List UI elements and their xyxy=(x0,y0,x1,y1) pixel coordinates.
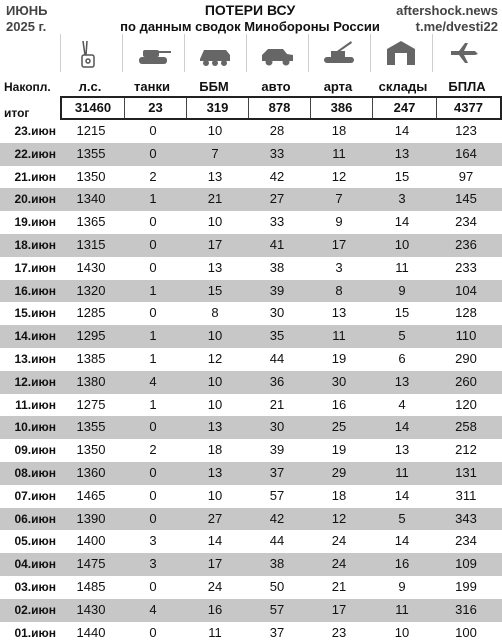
cell-date: 13.июн xyxy=(14,351,56,366)
cell-date: 19.июн xyxy=(14,215,56,230)
cell-sklady: 14 xyxy=(394,533,410,549)
cell-date: 23.июн xyxy=(14,124,56,138)
cell-date: 14.июн xyxy=(14,329,56,344)
table-row xyxy=(0,599,502,622)
cell-auto: 30 xyxy=(269,419,285,435)
table-row xyxy=(0,234,502,257)
cell-date: 07.июн xyxy=(14,488,56,503)
table-row xyxy=(0,280,502,303)
cell-auto: 33 xyxy=(269,145,285,161)
table-row xyxy=(0,120,502,143)
cell-ls: 1355 xyxy=(76,419,106,435)
cell-ls: 1320 xyxy=(76,282,106,298)
cell-arta: 24 xyxy=(331,533,347,549)
cell-sklady: 5 xyxy=(398,510,406,526)
daily-losses-table xyxy=(0,120,502,644)
cell-arta: 21 xyxy=(331,578,347,594)
table-row xyxy=(0,302,502,325)
cell-bbm: 15 xyxy=(207,282,223,298)
cell-auto: 38 xyxy=(269,556,285,572)
cell-date: 02.июн xyxy=(14,602,56,617)
cell-sklady: 15 xyxy=(394,305,410,321)
cell-auto: 39 xyxy=(269,442,285,458)
cell-bpla: 260 xyxy=(455,373,477,389)
cell-ls: 1465 xyxy=(76,487,106,503)
cell-tanks: 0 xyxy=(149,487,157,503)
cell-ls: 1340 xyxy=(76,191,106,207)
cell-sklady: 14 xyxy=(394,487,410,503)
cell-arta: 12 xyxy=(331,168,347,184)
cell-tanks: 0 xyxy=(149,419,157,435)
cell-sklady: 13 xyxy=(394,373,410,389)
cell-date: 06.июн xyxy=(14,511,56,526)
totals-row xyxy=(60,96,502,120)
cell-arta: 16 xyxy=(331,396,347,412)
cell-date: 09.июн xyxy=(14,443,56,458)
cell-auto: 44 xyxy=(269,350,285,366)
table-row xyxy=(0,485,502,508)
cell-bbm: 24 xyxy=(207,578,223,594)
cell-bbm: 14 xyxy=(207,533,223,549)
cell-sklady: 9 xyxy=(398,578,406,594)
cell-sklady: 14 xyxy=(394,419,410,435)
cell-ls: 1360 xyxy=(76,464,106,480)
cell-bbm: 16 xyxy=(207,601,223,617)
cell-auto: 35 xyxy=(269,328,285,344)
cell-date: 01.июн xyxy=(14,625,56,640)
cell-date: 20.июн xyxy=(14,192,56,207)
cell-arta: 17 xyxy=(331,601,347,617)
cell-tanks: 1 xyxy=(149,328,157,344)
cell-bbm: 7 xyxy=(211,145,219,161)
cell-date: 11.июн xyxy=(15,397,56,412)
table-row xyxy=(0,416,502,439)
cell-bbm: 10 xyxy=(207,487,223,503)
table-row xyxy=(0,508,502,531)
cell-bbm: 27 xyxy=(207,510,223,526)
cell-bpla: 290 xyxy=(455,350,477,366)
total-sklady: 247 xyxy=(372,98,436,118)
cell-bbm: 17 xyxy=(207,236,223,252)
cell-bpla: 212 xyxy=(455,442,477,458)
cell-tanks: 0 xyxy=(149,578,157,594)
cell-bbm: 13 xyxy=(207,464,223,480)
total-tanks: 23 xyxy=(124,98,186,118)
table-row xyxy=(0,166,502,189)
cell-date: 17.июн xyxy=(14,260,56,275)
cell-auto: 28 xyxy=(269,123,285,138)
cell-date: 05.июн xyxy=(14,534,56,549)
cell-bbm: 10 xyxy=(207,373,223,389)
cell-bpla: 234 xyxy=(455,214,477,230)
cell-bpla: 311 xyxy=(455,487,477,503)
cell-tanks: 1 xyxy=(149,282,157,298)
column-header-tanks: танки xyxy=(134,79,170,94)
cell-ls: 1390 xyxy=(76,510,106,526)
cell-arta: 12 xyxy=(331,510,347,526)
cell-tanks: 1 xyxy=(149,191,157,207)
cell-sklady: 10 xyxy=(394,236,410,252)
total-arta: 386 xyxy=(310,98,372,118)
cell-ls: 1355 xyxy=(76,145,106,161)
cell-ls: 1275 xyxy=(76,396,106,412)
table-row xyxy=(0,462,502,485)
cell-arta: 11 xyxy=(332,328,346,344)
cell-date: 12.июн xyxy=(14,374,56,389)
cell-bpla: 343 xyxy=(455,510,477,526)
cell-auto: 50 xyxy=(269,578,285,594)
header xyxy=(0,0,502,74)
cell-sklady: 13 xyxy=(394,442,410,458)
cell-tanks: 3 xyxy=(149,556,157,572)
cell-auto: 36 xyxy=(269,373,285,389)
cell-bpla: 131 xyxy=(455,464,477,480)
cell-ls: 1430 xyxy=(76,601,106,617)
cell-bpla: 236 xyxy=(455,236,477,252)
cell-bbm: 13 xyxy=(207,419,223,435)
cell-bpla: 128 xyxy=(455,305,477,321)
apc-icon xyxy=(184,34,245,72)
cell-bpla: 145 xyxy=(455,191,477,207)
cell-ls: 1400 xyxy=(76,533,106,549)
cell-tanks: 0 xyxy=(149,236,157,252)
cell-tanks: 0 xyxy=(149,145,157,161)
table-row xyxy=(0,188,502,211)
cell-auto: 57 xyxy=(269,487,285,503)
cell-sklady: 9 xyxy=(398,282,406,298)
cell-ls: 1385 xyxy=(76,350,106,366)
cell-ls: 1285 xyxy=(76,305,106,321)
cell-ls: 1315 xyxy=(76,236,106,252)
cell-ls: 1475 xyxy=(76,556,106,572)
artillery-icon xyxy=(308,34,369,72)
cell-bbm: 10 xyxy=(207,328,223,344)
cell-date: 21.июн xyxy=(14,169,56,184)
cell-ls: 1430 xyxy=(76,259,106,275)
table-row xyxy=(0,257,502,280)
category-icons xyxy=(60,34,502,74)
table-row xyxy=(0,530,502,553)
cell-bpla: 316 xyxy=(455,601,477,617)
cell-sklady: 10 xyxy=(394,624,410,640)
page-title: ПОТЕРИ ВСУ xyxy=(204,2,296,18)
cell-ls: 1350 xyxy=(76,168,106,184)
cell-tanks: 0 xyxy=(149,259,157,275)
cell-auto: 33 xyxy=(269,214,285,230)
cell-auto: 42 xyxy=(269,510,285,526)
cell-ls: 1215 xyxy=(76,123,106,138)
cell-bpla: 234 xyxy=(455,533,477,549)
cell-sklady: 14 xyxy=(394,214,410,230)
cell-auto: 41 xyxy=(269,236,285,252)
cell-arta: 7 xyxy=(335,191,343,207)
cell-arta: 25 xyxy=(331,419,347,435)
cell-arta: 18 xyxy=(331,123,347,138)
cell-sklady: 14 xyxy=(394,123,410,138)
cell-bpla: 100 xyxy=(455,624,477,640)
cell-tanks: 4 xyxy=(149,601,157,617)
cell-arta: 8 xyxy=(335,282,343,298)
cell-sklady: 11 xyxy=(395,464,409,480)
cell-bpla: 123 xyxy=(455,123,477,138)
soldier-icon xyxy=(60,34,121,72)
table-row xyxy=(0,439,502,462)
cell-bpla: 120 xyxy=(455,396,477,412)
cell-sklady: 11 xyxy=(395,601,409,617)
cell-bbm: 13 xyxy=(207,259,223,275)
table-row xyxy=(0,143,502,166)
table-row xyxy=(0,211,502,234)
column-header-arta: арта xyxy=(323,79,353,94)
cell-ls: 1350 xyxy=(76,442,106,458)
drone-icon xyxy=(432,34,493,72)
cell-bpla: 233 xyxy=(455,259,477,275)
table-row xyxy=(0,576,502,599)
cell-date: 16.июн xyxy=(14,283,56,298)
cell-bpla: 164 xyxy=(455,145,477,161)
cell-sklady: 15 xyxy=(394,168,410,184)
total-bbm: 319 xyxy=(186,98,248,118)
cell-bbm: 18 xyxy=(207,442,223,458)
table-row xyxy=(0,371,502,394)
cell-bbm: 10 xyxy=(207,214,223,230)
cell-bpla: 258 xyxy=(455,419,477,435)
cell-arta: 19 xyxy=(331,350,347,366)
cell-arta: 9 xyxy=(335,214,343,230)
cell-date: 10.июн xyxy=(14,420,56,435)
source-telegram[interactable]: t.me/dvesti22 xyxy=(415,19,498,34)
cell-auto: 44 xyxy=(269,533,285,549)
cell-bpla: 110 xyxy=(455,328,477,344)
cell-tanks: 1 xyxy=(149,396,157,412)
warehouse-icon xyxy=(370,34,431,72)
cell-auto: 42 xyxy=(269,168,285,184)
column-header-ls: л.с. xyxy=(78,79,102,94)
tank-icon xyxy=(122,34,183,72)
cell-bbm: 17 xyxy=(207,556,223,572)
cell-tanks: 4 xyxy=(149,373,157,389)
cell-arta: 11 xyxy=(332,145,346,161)
cell-bbm: 11 xyxy=(208,624,222,640)
cell-bpla: 97 xyxy=(458,168,474,184)
month-label xyxy=(6,3,47,35)
column-header-sklady: склады xyxy=(378,79,428,94)
cell-arta: 23 xyxy=(331,624,347,640)
cell-arta: 29 xyxy=(331,464,347,480)
cell-bbm: 10 xyxy=(207,396,223,412)
cell-tanks: 0 xyxy=(149,510,157,526)
cell-date: 15.июн xyxy=(14,306,56,321)
cell-arta: 30 xyxy=(331,373,347,389)
cell-arta: 24 xyxy=(331,556,347,572)
cell-auto: 30 xyxy=(269,305,285,321)
cell-arta: 13 xyxy=(331,305,347,321)
cell-sklady: 6 xyxy=(398,350,406,366)
source-links xyxy=(396,3,498,35)
total-label: итог xyxy=(4,106,30,120)
cell-ls: 1365 xyxy=(76,214,106,230)
cell-auto: 37 xyxy=(269,624,285,640)
cell-tanks: 2 xyxy=(149,442,157,458)
cell-arta: 19 xyxy=(331,442,347,458)
cell-tanks: 0 xyxy=(149,624,157,640)
total-auto: 878 xyxy=(248,98,310,118)
cell-ls: 1380 xyxy=(76,373,106,389)
cell-date: 08.июн xyxy=(14,465,56,480)
table-row xyxy=(0,394,502,417)
cell-ls: 1440 xyxy=(76,624,106,640)
jeep-icon xyxy=(246,34,307,72)
table-row xyxy=(0,325,502,348)
cell-date: 04.июн xyxy=(14,557,56,572)
table-row xyxy=(0,553,502,576)
cell-bbm: 10 xyxy=(207,123,223,138)
cell-arta: 3 xyxy=(335,259,343,275)
cell-date: 03.июн xyxy=(14,579,56,594)
cell-sklady: 3 xyxy=(398,191,406,207)
source-site[interactable]: aftershock.news xyxy=(396,3,498,18)
cell-sklady: 11 xyxy=(395,259,409,275)
cell-bpla: 104 xyxy=(455,282,477,298)
cell-tanks: 0 xyxy=(149,123,157,138)
total-bpla: 4377 xyxy=(436,98,500,118)
cell-date: 18.июн xyxy=(14,237,56,252)
cell-ls: 1295 xyxy=(76,328,106,344)
column-header-auto: авто xyxy=(261,79,291,94)
column-header-bpla: БПЛА xyxy=(448,79,486,94)
cell-tanks: 1 xyxy=(149,350,157,366)
cell-sklady: 13 xyxy=(394,145,410,161)
cell-tanks: 0 xyxy=(149,464,157,480)
cell-sklady: 16 xyxy=(394,556,410,572)
cell-auto: 21 xyxy=(269,396,285,412)
cell-bbm: 21 xyxy=(207,191,223,207)
cell-auto: 38 xyxy=(269,259,285,275)
cell-bbm: 8 xyxy=(211,305,219,321)
cell-auto: 27 xyxy=(269,191,285,207)
cell-ls: 1485 xyxy=(76,578,106,594)
month-name: ИЮНЬ xyxy=(6,3,48,18)
page-subtitle: по данным сводок Минобороны России xyxy=(120,19,380,34)
cell-auto: 39 xyxy=(269,282,285,298)
cell-tanks: 2 xyxy=(149,168,157,184)
column-header-rowhead: Накопл. xyxy=(4,80,51,94)
table-row xyxy=(0,348,502,371)
table-row xyxy=(0,622,502,644)
total-ls: 31460 xyxy=(74,100,112,115)
cell-tanks: 0 xyxy=(149,305,157,321)
column-header-bbm: ББМ xyxy=(199,79,229,94)
cell-bbm: 13 xyxy=(207,168,223,184)
cell-tanks: 3 xyxy=(149,533,157,549)
cell-bpla: 109 xyxy=(455,556,477,572)
cell-bpla: 199 xyxy=(455,578,477,594)
cell-auto: 57 xyxy=(269,601,285,617)
cell-tanks: 0 xyxy=(149,214,157,230)
cell-auto: 37 xyxy=(269,464,285,480)
cell-bbm: 12 xyxy=(207,350,223,366)
cell-arta: 18 xyxy=(331,487,347,503)
cell-date: 22.июн xyxy=(14,146,56,161)
year: 2025 г. xyxy=(6,19,47,34)
cell-arta: 17 xyxy=(331,236,347,252)
cell-sklady: 5 xyxy=(398,328,406,344)
cell-sklady: 4 xyxy=(398,396,406,412)
